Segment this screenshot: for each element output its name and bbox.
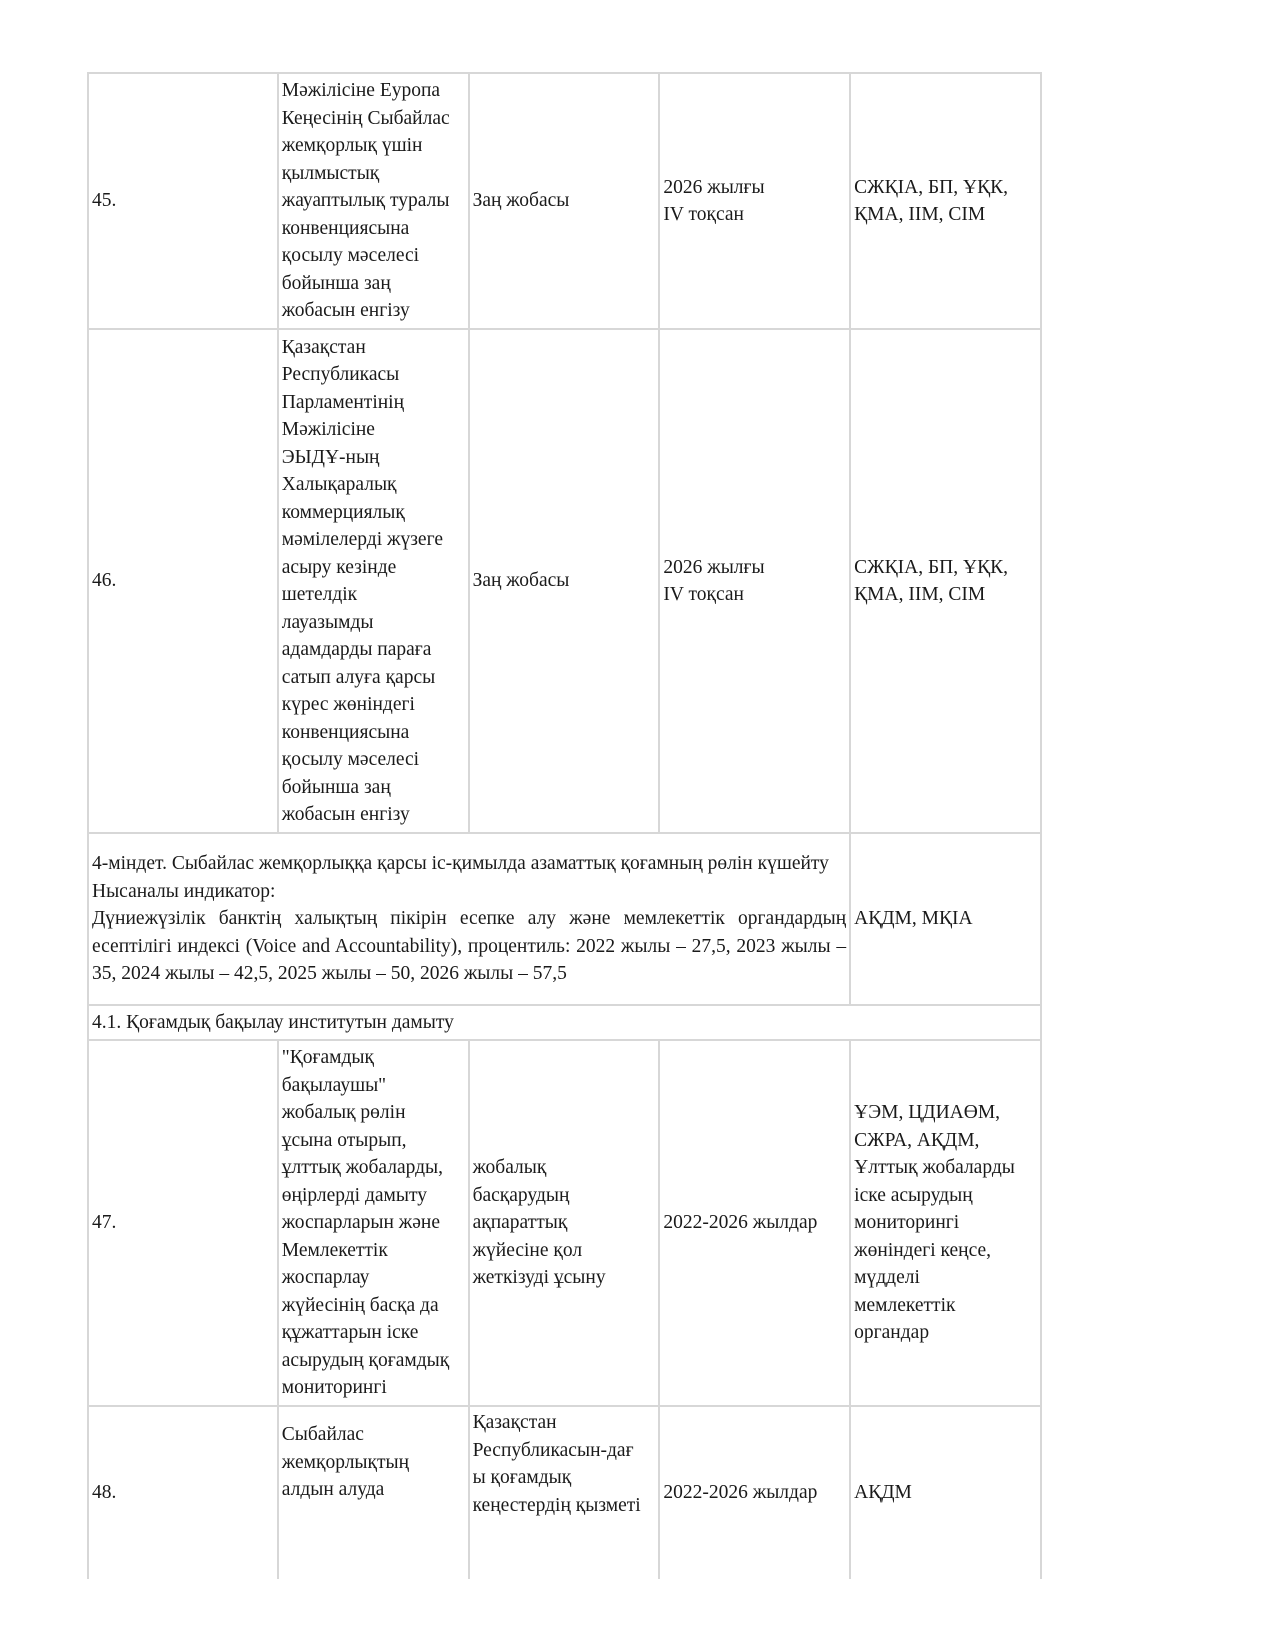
table-row (88, 1406, 1041, 1579)
table-row (88, 73, 1041, 329)
target-indicator-text: Дүниежүзілік банктің халықтың пікірін есепке алу және мемлекеттік органдардың есептілігі индексі (Voice and Accountability), процентиль: 2022 жылы – 27,5, 2023 жылы – 35, 2024 жылы – 42,5, 2025 жылы – 50, 2026 жылы – 57,5 (92, 908, 847, 985)
completion-form-cell: жобалық басқарудың ақпараттық жүйесіне қол жеткізуді ұсыну (469, 1040, 660, 1406)
row-number: 46. (88, 329, 278, 833)
task-description-cell (88, 833, 850, 1005)
subsection-title: 4.1. Қоғамдық бақылау институтын дамыту (88, 1005, 1041, 1040)
table-row (88, 1040, 1041, 1406)
completion-form-cell: Заң жобасы (469, 329, 660, 833)
executors-cell: СЖҚІА, БП, ҰҚК, ҚМА, ІІМ, СІМ (850, 329, 1041, 833)
executors-cell: АҚДМ, МҚІА (850, 833, 1041, 1005)
event-cell: "Қоғамдық бақылаушы" жобалық рөлін ұсына отырып, ұлттық жобаларды, өңірлерді дамыту жоспарларын және Мемлекеттік жоспарлау жүйесінің басқа да құжаттарын іске асырудың қоғамдық мониторингі (278, 1040, 469, 1406)
deadline-cell: 2026 жылғы IV тоқсан (659, 73, 850, 329)
executors-cell: ҰЭМ, ЦДИАӨМ, СЖРА, АҚДМ, Ұлттық жобаларды іске асырудың мониторингі жөніндегі кеңсе, мүдделі мемлекеттік органдар (850, 1040, 1041, 1406)
event-cell: Қазақстан Республикасы Парламентінің Мәжілісіне ЭЫДҰ-ның Халықаралық коммерциялық мәмілелерді жүзеге асыру кезінде шетелдік лауазымды адамдарды параға сатып алуға қарсы күрес жөніндегі конвенциясына қосылу мәселесі бойынша заң жобасын енгізу (278, 329, 469, 833)
event-cell: Мәжілісіне Еуропа Кеңесінің Сыбайлас жемқорлық үшін қылмыстық жауаптылық туралы конвенциясына қосылу мәселесі бойынша заң жобасын енгізу (278, 73, 469, 329)
deadline-cell: 2022-2026 жылдар (659, 1040, 850, 1406)
target-indicator-label: Нысаналы индикатор: (92, 880, 276, 902)
task-row (88, 833, 1041, 1005)
completion-form-cell: Қазақстан Республикасын-дағ ы қоғамдық кеңестердің қызметі (469, 1406, 660, 1579)
executors-cell: АҚДМ (850, 1406, 1041, 1579)
deadline-cell: 2026 жылғы IV тоқсан (659, 329, 850, 833)
row-number: 47. (88, 1040, 278, 1406)
executors-cell: СЖҚІА, БП, ҰҚК, ҚМА, ІІМ, СІМ (850, 73, 1041, 329)
task-title: 4-міндет. Сыбайлас жемқорлыққа қарсы іс-қимылда азаматтық қоғамның рөлін күшейту (92, 853, 829, 875)
action-plan-table (87, 72, 1042, 1579)
event-cell: Сыбайлас жемқорлықтың алдын алуда (278, 1406, 469, 1579)
row-number: 48. (88, 1406, 278, 1579)
subsection-row (88, 1005, 1041, 1040)
completion-form-cell: Заң жобасы (469, 73, 660, 329)
row-number: 45. (88, 73, 278, 329)
table-row (88, 329, 1041, 833)
deadline-cell: 2022-2026 жылдар (659, 1406, 850, 1579)
